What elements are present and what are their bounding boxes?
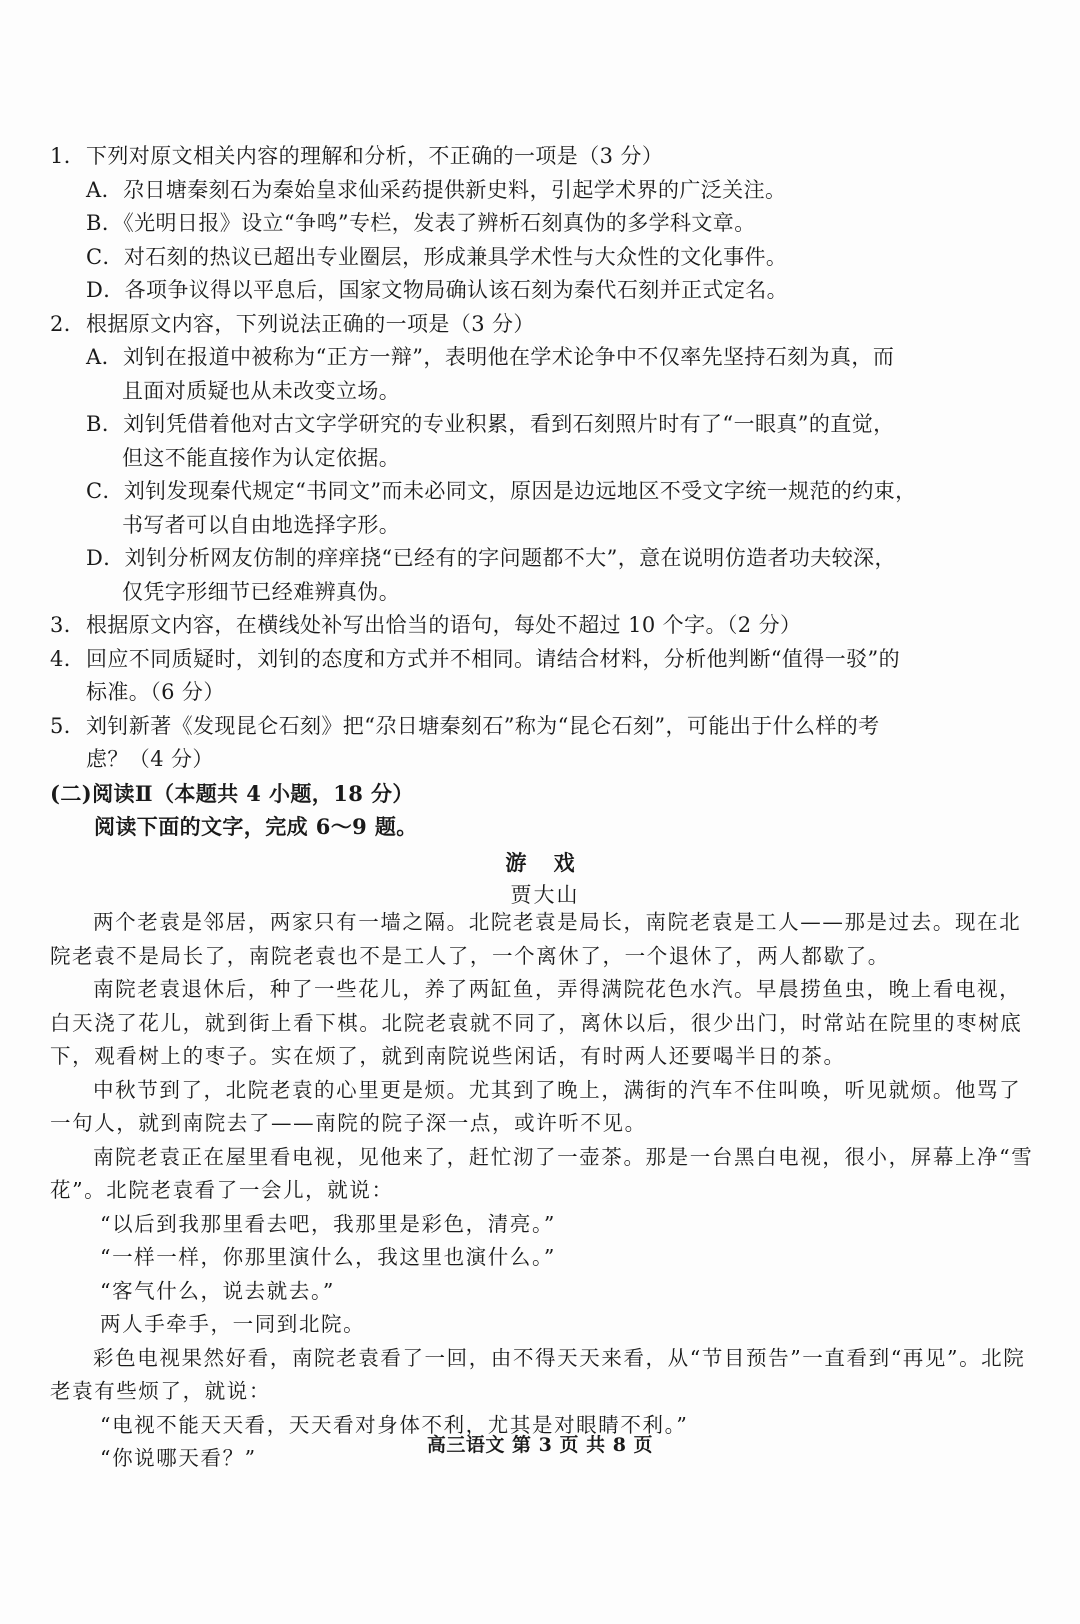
option-a: A．尕日塘秦刻石为秦始皇求仙采药提供新史料，引起学术界的广泛关注。 [86, 177, 787, 202]
question-1 [50, 140, 1040, 174]
page-footer: 高三语文 第 3 页 共 8 页 [426, 1434, 654, 1456]
question-stem: 下列对原文相关内容的理解和分析，不正确的一项是（3 分） [86, 144, 664, 168]
dialog-line: “以后到我那里看去吧，我那里是彩色，清亮。” [100, 1211, 556, 1236]
question-3 [50, 609, 1040, 643]
story-paragraph: 中秋节到了，北院老袁的心里更是烦。尤其到了晚上，满街的汽车不住叫唤，听见就烦。他骂了一句人，就到南院去了——南院的院子深一点，或许听不见。 [50, 1077, 1022, 1135]
story-title: 游 戏 [505, 849, 585, 875]
story-body [50, 906, 1040, 1476]
question-number: 2． [50, 311, 86, 336]
story-paragraph: 南院老袁退休后，种了一些花儿，养了两缸鱼，弄得满院花色水汽。早晨捞鱼虫，晚上看电视，白天浇了花儿，就到街上看下棋。北院老袁就不同了，离休以后，很少出门，时常站在院里的枣树底下，观看树上的枣子。实在烦了，就到南院说些闲话，有时两人还要喝半日的茶。 [50, 977, 1023, 1068]
option-b-continued: 但这不能直接作为认定依据。 [122, 445, 401, 470]
dialog-line: “一样一样，你那里演什么，我这里也演什么。” [100, 1245, 556, 1269]
reading-instruction: 阅读下面的文字，完成 6～9 题。 [94, 814, 418, 839]
option-b: B．刘钊凭借着他对古文字学研究的专业积累，看到石刻照片时有了“一眼真”的直觉， [86, 412, 895, 436]
story-paragraph: 彩色电视果然好看，南院老袁看了一回，由不得天天来看，从“节目预告”一直看到“再见”。北院老袁有些烦了，就说： [50, 1345, 1026, 1403]
story-paragraph: 南院老袁正在屋里看电视，见他来了，赶忙沏了一壶茶。那是一台黑白电视，很小，屏幕上净“雪花”。北院老袁看了一会儿，就说： [50, 1144, 1034, 1202]
section-heading: (二)阅读Ⅱ（本题共 4 小题，18 分） [50, 780, 414, 806]
option-c-continued: 书写者可以自由地选择字形。 [122, 512, 401, 537]
question-2 [50, 308, 1040, 342]
question-stem: 刘钊新著《发现昆仑石刻》把“尕日塘秦刻石”称为“昆仑石刻”，可能出于什么样的考 [86, 713, 880, 738]
dialog-line: 两人手牵手，一同到北院。 [100, 1312, 366, 1336]
question-4-continued: 标准。（6 分） [86, 680, 225, 704]
dialog-line: “你说哪天看？” [100, 1446, 257, 1470]
questions-block [50, 140, 1040, 913]
option-d-continued: 仅凭字形细节已经难辨真伪。 [122, 579, 401, 604]
story-paragraph: 两个老袁是邻居，两家只有一墙之隔。北院老袁是局长，南院老袁是工人——那是过去。现在北院老袁不是局长了，南院老袁也不是工人了，一个离休了，一个退休了，两人都歇了。 [50, 910, 1022, 968]
question-number: 1． [50, 144, 86, 168]
option-c: C．刘钊发现秦代规定“书同文”而未必同文，原因是边远地区不受文字统一规范的约束， [86, 479, 917, 503]
dialog-line: “客气什么，说去就去。” [100, 1278, 335, 1303]
question-number: 3． [50, 613, 86, 637]
option-b: B．《光明日报》设立“争鸣”专栏，发表了辨析石刻真伪的多学科文章。 [86, 211, 756, 235]
option-c: C．对石刻的热议已超出专业圈层，形成兼具学术性与大众性的文化事件。 [86, 244, 788, 269]
question-stem: 回应不同质疑时，刘钊的态度和方式并不相同。请结合材料，分析他判断“值得一驳”的 [86, 646, 901, 671]
question-4 [50, 643, 1040, 677]
question-stem: 根据原文内容，下列说法正确的一项是（3 分） [86, 311, 535, 336]
story-author: 贾大山 [510, 883, 580, 907]
option-a-continued: 且面对质疑也从未改变立场。 [122, 378, 401, 403]
question-5 [50, 710, 1040, 744]
option-d: D．各项争议得以平息后，国家文物局确认该石刻为秦代石刻并正式定名。 [86, 278, 789, 302]
question-number: 4． [50, 646, 86, 671]
dialog-line: “电视不能天天看，天天看对身体不利，尤其是对眼睛不利。” [100, 1412, 689, 1437]
question-stem: 根据原文内容，在横线处补写出恰当的语句，每处不超过 10 个字。（2 分） [86, 613, 802, 637]
question-number: 5． [50, 713, 86, 738]
option-a: A．刘钊在报道中被称为“正方一辩”，表明他在学术论争中不仅率先坚持石刻为真，而 [86, 345, 895, 369]
option-d: D．刘钊分析网友仿制的痒痒挠“已经有的字问题都不大”，意在说明仿造者功夫较深， [86, 546, 896, 570]
question-5-continued: 虑？（4 分） [86, 747, 214, 771]
